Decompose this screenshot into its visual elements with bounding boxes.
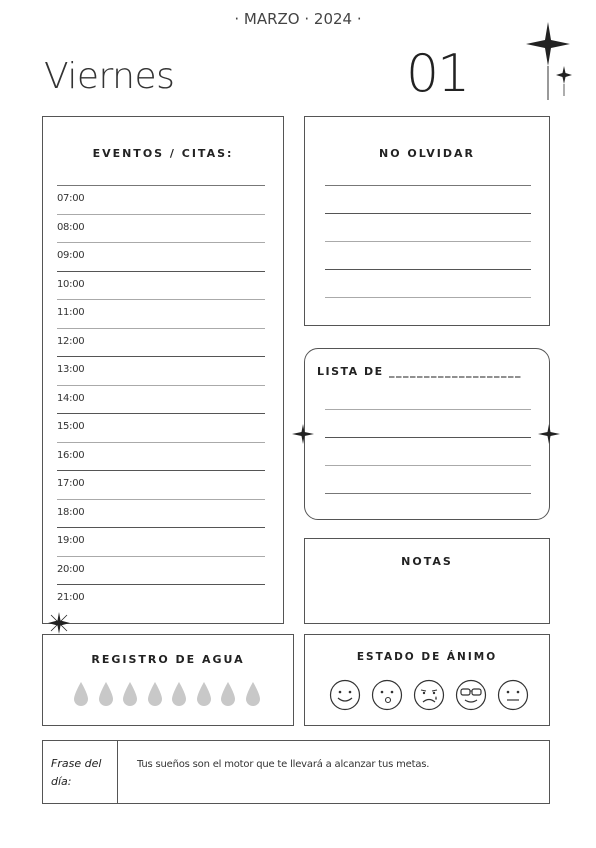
quote-text: Tus sueños son el motor que te llevará a alcanzar tus metas. xyxy=(137,759,430,770)
time-slot-label: 11:00 xyxy=(57,307,85,318)
water-drop-icon[interactable] xyxy=(147,681,163,707)
time-slot-line[interactable] xyxy=(57,356,265,357)
neutral-face-icon[interactable] xyxy=(497,679,529,711)
writing-line xyxy=(325,465,531,466)
time-slot-line[interactable] xyxy=(57,442,265,443)
no-olvidar-title: NO OLVIDAR xyxy=(379,147,475,160)
time-slot-label: 20:00 xyxy=(57,563,85,575)
month-year-label: · MARZO · 2024 · xyxy=(234,10,362,28)
writing-line xyxy=(325,297,531,298)
lista-title: LISTA DE ___________________ xyxy=(317,365,522,378)
writing-line xyxy=(325,241,531,242)
time-slot-label: 09:00 xyxy=(57,250,85,261)
divider xyxy=(117,741,118,803)
cool-face-icon[interactable] xyxy=(455,679,487,711)
water-drop-icon[interactable] xyxy=(171,681,187,707)
time-slot-line[interactable] xyxy=(57,556,265,557)
time-slot-line[interactable] xyxy=(57,328,265,329)
time-slot-line[interactable] xyxy=(57,214,265,215)
time-slot-label: 08:00 xyxy=(57,221,85,233)
writing-line xyxy=(325,185,531,186)
water-drop-icon[interactable] xyxy=(245,681,261,707)
time-slot-label: 18:00 xyxy=(57,506,85,518)
writing-line xyxy=(325,493,531,494)
surprised-face-icon[interactable] xyxy=(371,679,403,711)
writing-line xyxy=(325,409,531,410)
day-name-title: Viernes xyxy=(44,56,175,97)
time-slot-label: 21:00 xyxy=(57,592,85,603)
time-slot-line[interactable] xyxy=(57,271,265,272)
time-slot-label: 13:00 xyxy=(57,364,85,375)
time-slot-label: 07:00 xyxy=(57,193,85,204)
time-slot-line[interactable] xyxy=(57,470,265,471)
time-slot-label: 19:00 xyxy=(57,535,85,546)
time-slot-line[interactable] xyxy=(57,413,265,414)
mood-title: ESTADO DE ÁNIMO xyxy=(356,651,498,663)
time-slot-label: 14:00 xyxy=(57,392,85,404)
events-title: EVENTOS / CITAS: xyxy=(92,147,234,160)
lista-panel xyxy=(304,348,550,520)
water-drop-icon[interactable] xyxy=(98,681,114,707)
day-number: 01 xyxy=(406,44,469,104)
writing-line xyxy=(325,437,531,438)
water-log-title: REGISTRO DE AGUA xyxy=(91,653,245,666)
events-panel xyxy=(42,116,284,624)
quote-panel xyxy=(42,740,550,804)
writing-line xyxy=(325,269,531,270)
time-slot-line[interactable] xyxy=(57,242,265,243)
time-slot-line[interactable] xyxy=(57,299,265,300)
water-drop-icon[interactable] xyxy=(196,681,212,707)
time-slot-line[interactable] xyxy=(57,527,265,528)
writing-line xyxy=(325,213,531,214)
time-slot-line[interactable] xyxy=(57,584,265,585)
water-drop-icon[interactable] xyxy=(73,681,89,707)
star-icon xyxy=(292,424,314,444)
writing-line xyxy=(57,185,265,186)
time-slot-label: 12:00 xyxy=(57,335,85,347)
quote-label: Frase del día: xyxy=(51,757,102,788)
water-drop-icon[interactable] xyxy=(122,681,138,707)
sparkle-icon xyxy=(526,22,576,104)
star-icon xyxy=(538,424,560,444)
time-slot-line[interactable] xyxy=(57,499,265,500)
time-slot-label: 16:00 xyxy=(57,449,85,461)
water-drop-icon[interactable] xyxy=(220,681,236,707)
water-log-panel xyxy=(42,634,294,726)
no-olvidar-panel xyxy=(304,116,550,326)
notas-title: NOTAS xyxy=(401,555,453,568)
sad-face-icon[interactable] xyxy=(413,679,445,711)
time-slot-line[interactable] xyxy=(57,385,265,386)
mood-panel xyxy=(304,634,550,726)
time-slot-label: 10:00 xyxy=(57,278,85,290)
time-slot-label: 15:00 xyxy=(57,421,85,432)
notas-panel xyxy=(304,538,550,624)
happy-face-icon[interactable] xyxy=(329,679,361,711)
star-icon xyxy=(48,612,70,634)
time-slot-label: 17:00 xyxy=(57,478,85,489)
